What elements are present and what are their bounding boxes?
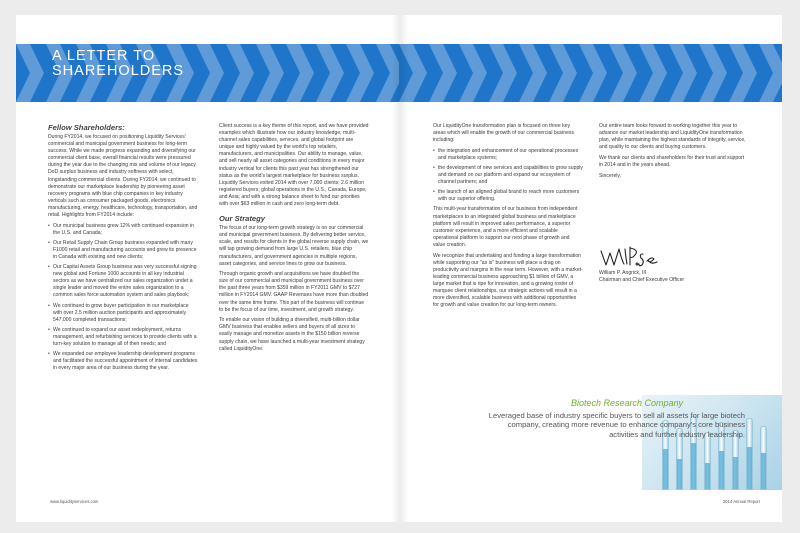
sincerely-text: Sincerely, bbox=[599, 172, 621, 179]
right-column-1 bbox=[433, 123, 583, 313]
book-spine bbox=[392, 15, 408, 522]
intro-paragraph: During FY2014, we focused on positioning Liquidity Services' commercial and municipal government business for long-term success. While we made progress expanding and diversifying our commercial client base, overall financial results were pressured during the year due to the changing mix and volume of our legacy DoD surplus business and industry softness with select, longstanding commercial clients. During FY2014, we continued to demonstrate our marketplace leadership by pioneering asset recovery programs with blue chip companies in key industry verticals such as consumer packaged goods, electronics manufacturing, energy, healthcare, technology, transportation, and retail. Highlights from FY2014 include: bbox=[48, 134, 198, 219]
chevron-shape bbox=[489, 44, 519, 102]
focus-areas-list bbox=[433, 148, 583, 204]
signer-name: William P. Angrick, III bbox=[599, 270, 647, 276]
signer-block bbox=[599, 270, 684, 284]
left-column-2 bbox=[219, 123, 369, 356]
list-item: • the launch of an aligned global brand to reach more customers with our superior offering. bbox=[433, 189, 583, 203]
chevron-shape bbox=[579, 44, 609, 102]
case-study-title: Biotech Research Company bbox=[571, 398, 684, 408]
chevron-shape bbox=[519, 44, 549, 102]
banner-chevron-pattern bbox=[399, 44, 782, 102]
transformation-paragraph: This multi-year transformation of our business from independent marketplaces to an integrated global business and marketplace platform will result in improved sales performance, a superior customer experience, and a more efficient and scalable operational platform to support our next phase of growth and value creation. bbox=[433, 206, 578, 248]
strategy-paragraph-1: The focus of our long-term growth strategy is on our commercial and municipal government business. By delivering better service, scale, and results for clients in the global reverse supply chain, we will tap growing demand from large U.S. retailers, blue chip manufacturers, and government agencies in multiple regions, asset categories, and service lines to grow our business. bbox=[219, 225, 369, 267]
ceo-signature bbox=[599, 245, 659, 269]
strategy-heading: Our Strategy bbox=[219, 214, 265, 224]
chevron-shape bbox=[609, 44, 639, 102]
strategy-paragraph-3: To enable our vision of building a diversified, multi-billion dollar GMV business that enables sellers and buyers of all sizes to easily manage and monetize assets in the $150 billion reverse supply chain, we have launched a multi-year investment strategy called LiquidityOne. bbox=[219, 317, 365, 352]
highlights-list bbox=[48, 223, 198, 373]
chevron-shape bbox=[729, 44, 759, 102]
case-study-callout bbox=[479, 398, 779, 439]
list-item: • Our Retail Supply Chain Group business expanded with many F1000 retail and manufacturing accounts and grew its presence in Canada with existing and new clients; bbox=[48, 240, 198, 261]
signer-title: Chairman and Chief Executive Officer bbox=[599, 277, 685, 284]
list-item: • Our municipal business grew 12% with continued expansion in the U.S. and Canada; bbox=[48, 223, 198, 237]
list-item: • Our Capital Assets Group business was very successful signing new global and Fortune 1000 accounts in all key industrial sectors as we have centralized our sales organization under a single leader and moved the entire sales organization to a common sales force automation system and sales playbook; bbox=[48, 264, 198, 299]
list-item: • We expanded our employee leadership development programs and facilitated the successful appointment of internal candidates in every major area of our business during the year. bbox=[48, 351, 198, 372]
left-column-1 bbox=[48, 123, 198, 375]
chevron-shape bbox=[669, 44, 699, 102]
client-success-paragraph: Client success is a key theme of this report, and we have provided examples which illustrate how our industry knowledge, multi-channel sales capabilities, services, and global footprint are unique and highly valued by the world's top retailers, manufacturers, and municipalities. Our ability to manage, value, and sell nearly all asset categories and conditions in every major industry vertical for clients this past year has strengthened our status as the world's largest marketplace for business surplus. Liquidity Services exited 2014 with over 7,000 clients; 2.6 million registered buyers; global operations in the U.S., Canada, Europe, and Asia; and with a strong balance sheet to fund our priorities with over $63 million in cash and zero long-term debt. bbox=[219, 123, 369, 208]
chevron-shape bbox=[286, 44, 316, 102]
investment-paragraph: We recognize that undertaking and funding a large transformation while supporting our "as is" business will place a drag on productivity and margins in the near term. However, with a market-leading commercial business approaching $1 billion of GMV, a large market that is ripe for innovation, and a growing roster of marquee client relationships, our strategic actions will result in a more diversified, scalable business with additional opportunities for growth and value creation for our long-term owners. bbox=[433, 252, 583, 309]
closing-paragraph-1: Our entire team looks forward to working together this year to advance our market leadership and LiquidityOne transformation plan, while maintaining the highest standards of integrity, service, and quality to our clients and buying customers. bbox=[599, 123, 746, 151]
chevron-shape bbox=[16, 44, 46, 102]
case-study-text: Leveraged base of industry specific buyers to sell all assets for large biotech company, creating more revenue to enhance company's core business activities and further industry leadership. bbox=[488, 411, 745, 439]
strategy-paragraph-2: Through organic growth and acquisitions we have doubled the size of our commercial and municipal government business over the past three years from $359 million in FY2011 GMV to $727 million in FY2014 GMV. GAAP Revenues have more than doubled over the same time frame. This part of the business will continue to be the focus of our time, investment, and growth strategy. bbox=[219, 271, 369, 313]
chevron-shape bbox=[699, 44, 729, 102]
chevron-shape bbox=[549, 44, 579, 102]
list-item: • We continued to grow buyer participation in our marketplace with over 2.5 million auction participants and approximately 547,000 completed transactions; bbox=[48, 303, 198, 324]
liquidityone-intro: Our LiquidityOne transformation plan is focused on three key areas which will enable the growth of our commercial business including: bbox=[433, 123, 574, 144]
chevron-shape bbox=[459, 44, 489, 102]
chevron-shape bbox=[316, 44, 346, 102]
right-page bbox=[399, 15, 782, 522]
website-footer: www.liquidityservices.com bbox=[50, 499, 99, 504]
title-line-1: A LETTER TO bbox=[52, 48, 156, 64]
chevron-shape bbox=[346, 44, 376, 102]
chevron-shape bbox=[429, 44, 459, 102]
page-title bbox=[52, 49, 232, 79]
list-item: • the development of new services and capabilities to grow supply and demand on our platform and expand our ecosystem of channel partners; and bbox=[433, 165, 583, 186]
salutation-heading: Fellow Shareholders: bbox=[48, 123, 125, 132]
header-banner-right bbox=[399, 44, 782, 102]
chevron-shape bbox=[256, 44, 286, 102]
right-column-2 bbox=[599, 123, 749, 183]
title-line-2: SHAREHOLDERS bbox=[52, 63, 185, 79]
list-item: • the integration and enhancement of our operational processes and marketplace systems; bbox=[433, 148, 583, 162]
list-item: • We continued to expand our asset redeployment, returns management, and refurbishing services to provide clients with a turn-key solution to manage all of their needs; and bbox=[48, 327, 198, 348]
chevron-shape bbox=[759, 44, 782, 102]
chevron-shape bbox=[639, 44, 669, 102]
left-page bbox=[16, 15, 399, 522]
report-footer: 2014 Annual Report bbox=[722, 499, 760, 504]
closing-paragraph-2: We thank our clients and shareholders for their trust and support in 2014 and in the years ahead. bbox=[599, 154, 745, 168]
